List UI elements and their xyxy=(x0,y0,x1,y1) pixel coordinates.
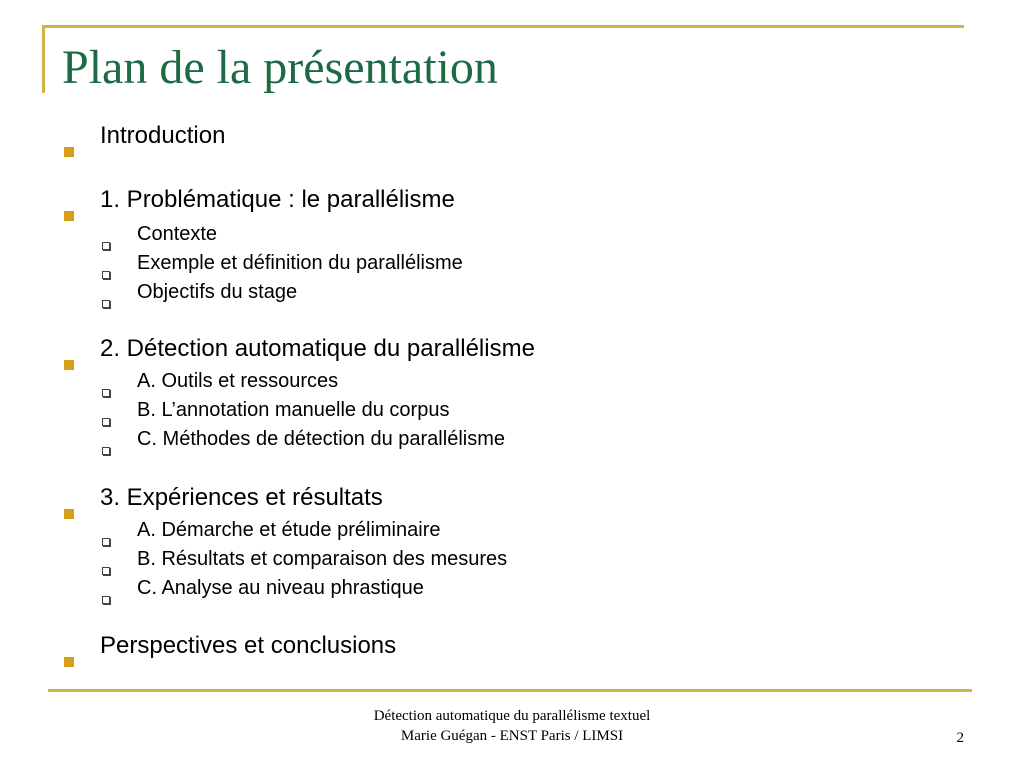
subitem-label: A. Démarche et étude préliminaire xyxy=(137,519,441,541)
subitem-label: B. L’annotation manuelle du corpus xyxy=(137,399,450,421)
subitem-label: C. Méthodes de détection du parallélisme xyxy=(137,428,505,450)
footer-author: Marie Guégan - ENST Paris / LIMSI xyxy=(400,728,624,744)
subitem-label: B. Résultats et comparaison des mesures xyxy=(137,548,508,570)
hollow-square-bullet-icon xyxy=(102,242,110,250)
section-label: 2. Détection automatique du parallélisme xyxy=(100,335,535,362)
hollow-square-bullet-icon xyxy=(102,389,110,397)
subitem-label: Exemple et définition du parallélisme xyxy=(137,252,463,274)
footer-rule xyxy=(48,689,972,692)
slide-footer xyxy=(300,706,724,746)
hollow-square-bullet-icon xyxy=(102,418,110,426)
section-label: 1. Problématique : le parallélisme xyxy=(100,186,455,213)
hollow-square-bullet-icon xyxy=(102,567,110,575)
square-bullet-icon xyxy=(64,509,74,519)
subitem-label: C. Analyse au niveau phrastique xyxy=(137,577,424,599)
subitem-label: A. Outils et ressources xyxy=(137,370,339,392)
section-label: Introduction xyxy=(100,122,226,149)
hollow-square-bullet-icon xyxy=(102,447,110,455)
hollow-square-bullet-icon xyxy=(102,271,110,279)
subitem-label: Objectifs du stage xyxy=(137,281,298,303)
section-label: 3. Expériences et résultats xyxy=(100,484,383,511)
subitem-label: Contexte xyxy=(137,223,218,245)
hollow-square-bullet-icon xyxy=(102,300,110,308)
section-label: Perspectives et conclusions xyxy=(100,632,397,659)
hollow-square-bullet-icon xyxy=(102,596,110,604)
square-bullet-icon xyxy=(64,360,74,370)
square-bullet-icon xyxy=(64,211,74,221)
square-bullet-icon xyxy=(64,147,74,157)
page-number: 2 xyxy=(956,730,964,746)
slide-title: Plan de la présentation xyxy=(62,41,498,94)
square-bullet-icon xyxy=(64,657,74,667)
footer-title: Détection automatique du parallélisme textuel xyxy=(373,708,651,724)
hollow-square-bullet-icon xyxy=(102,538,110,546)
